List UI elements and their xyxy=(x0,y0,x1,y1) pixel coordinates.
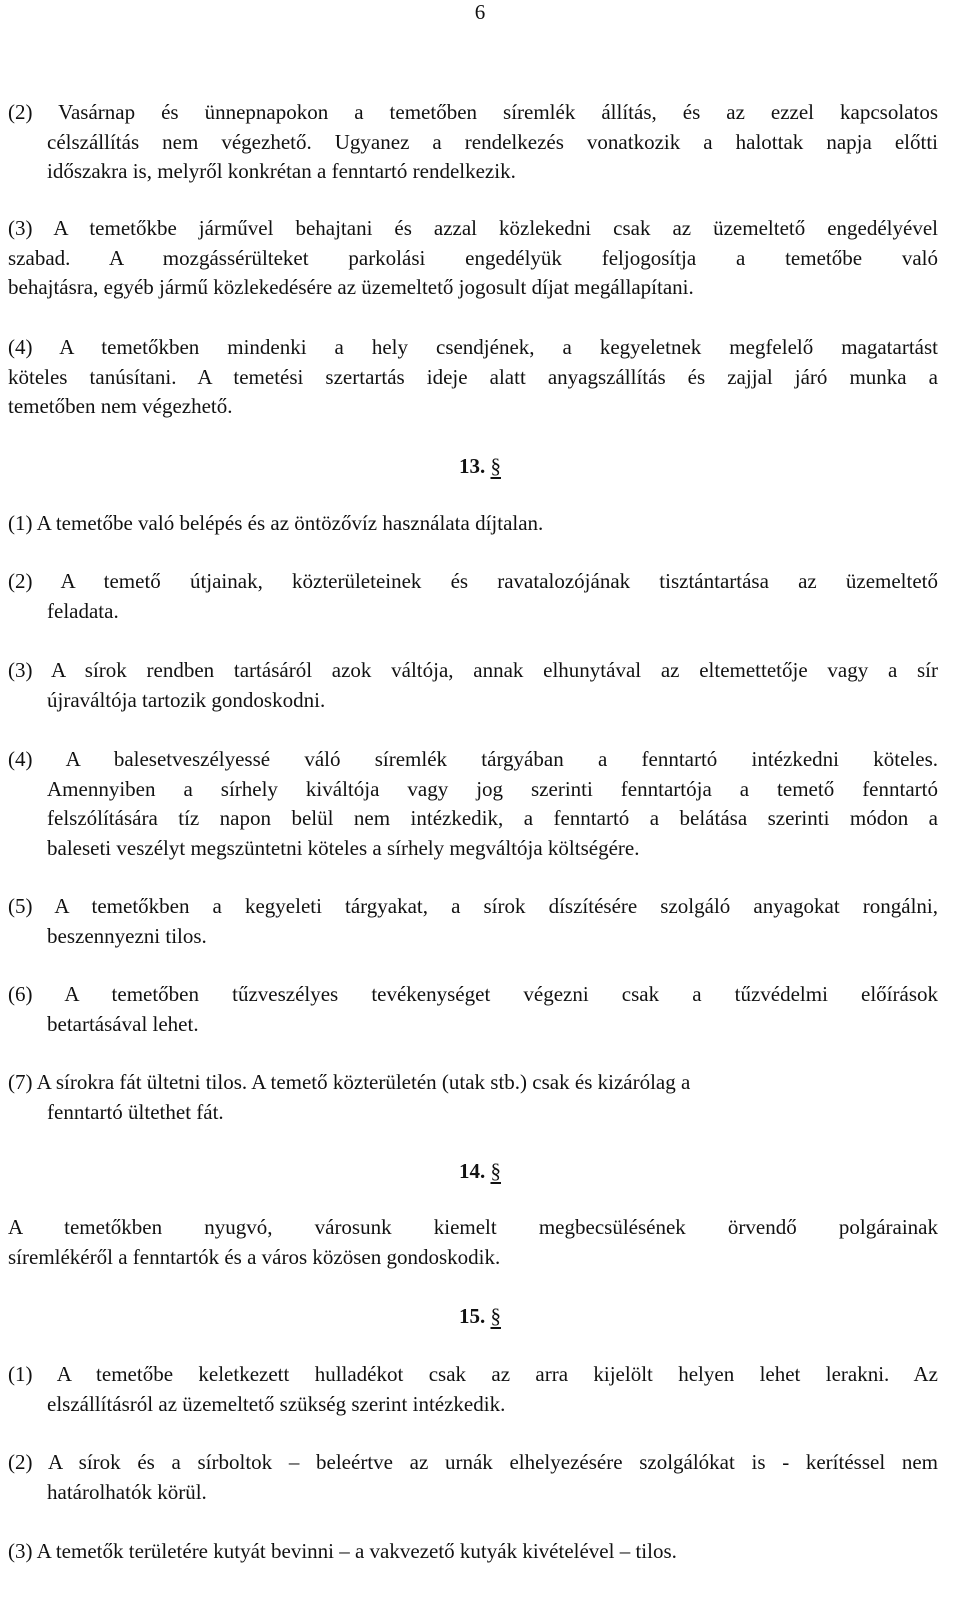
paragraph-14 xyxy=(8,1213,938,1272)
text-line: baleseti veszélyt megszüntetni köteles a sírhely megváltója költségére. xyxy=(47,836,640,861)
text-line: A temetőkben nyugvó, városunk kiemelt megbecsülésének örvendő polgárainak xyxy=(8,1215,938,1239)
text-line: határolhatók körül. xyxy=(47,1479,207,1504)
text-line: feladata. xyxy=(47,598,119,623)
paragraph-15-3 xyxy=(8,1537,938,1567)
paragraph-sign: § xyxy=(490,1304,501,1328)
text-line: beszennyezni tilos. xyxy=(47,923,207,948)
paragraph-13-6 xyxy=(8,980,938,1039)
page-number: 6 xyxy=(474,0,486,24)
text-line: temetőben nem végezhető. xyxy=(8,394,233,419)
text-line: (2) A temető útjainak, közterületeinek és ravatalozójának tisztántartása az üzemeltető xyxy=(8,569,938,593)
text-line: síremlékéről a fenntartók és a város közösen gondoskodik. xyxy=(8,1244,501,1269)
text-line: (1) A temetőbe való belépés és az öntözővíz használata díjtalan. xyxy=(8,511,544,535)
text-line: (4) A temetőkben mindenki a hely csendjének, a kegyeletnek megfelelő magatartást xyxy=(8,335,938,359)
paragraph-13-2 xyxy=(8,567,938,626)
text-line: újraváltója tartozik gondoskodni. xyxy=(47,687,326,712)
text-line: (7) A sírokra fát ültetni tilos. A temető közterületén (utak stb.) csak és kizárólag a xyxy=(8,1070,691,1094)
text-line: elszállításról az üzemeltető szükség szerint intézkedik. xyxy=(47,1391,506,1416)
text-line: (1) A temetőbe keletkezett hulladékot csak az arra kijelölt helyen lehet lerakni. Az xyxy=(8,1362,938,1386)
paragraph-13-5 xyxy=(8,892,938,951)
paragraph-12-2 xyxy=(8,98,938,187)
text-line: (2) A sírok és a sírboltok – beleértve az urnák elhelyezésére szolgálókat is - kerítéssel nem xyxy=(8,1450,938,1474)
text-line: célszállítás nem végezhető. Ugyanez a rendelkezés vonatkozik a halottak napja előtti xyxy=(47,129,938,154)
text-line: (6) A temetőben tűzveszélyes tevékenységet végezni csak a tűzvédelmi előírások xyxy=(8,982,938,1006)
paragraph-12-4 xyxy=(8,333,938,422)
section-heading-14 xyxy=(0,1157,960,1185)
paragraph-13-3 xyxy=(8,656,938,715)
text-line: időszakra is, melyről konkrétan a fenntartó rendelkezik. xyxy=(47,159,516,184)
paragraph-sign: § xyxy=(490,454,501,478)
text-line: behajtásra, egyéb jármű közlekedésére az üzemeltető jogosult díjat megállapítani. xyxy=(8,275,694,300)
paragraph-sign: § xyxy=(490,1159,501,1183)
text-line: (3) A temetők területére kutyát bevinni – a vakvezető kutyák kivételével – tilos. xyxy=(8,1539,677,1563)
text-line: (3) A temetőkbe járművel behajtani és azzal közlekedni csak az üzemeltető engedélyével xyxy=(8,216,938,240)
text-line: szabad. A mozgássérülteket parkolási engedélyük feljogosítja a temetőbe való xyxy=(8,245,938,270)
section-number: 15. xyxy=(459,1304,486,1328)
text-line: (2) Vasárnap és ünnepnapokon a temetőben síremlék állítás, és az ezzel kapcsolatos xyxy=(8,100,938,124)
text-line: Amennyiben a sírhely kiváltója vagy jog szerinti fenntartója a temető fenntartó xyxy=(47,776,938,801)
paragraph-13-7 xyxy=(8,1068,938,1127)
text-line: felszólítására tíz napon belül nem intézkedik, a fenntartó a belátása szerinti módon a xyxy=(47,806,938,831)
section-heading-15 xyxy=(0,1302,960,1330)
paragraph-15-1 xyxy=(8,1360,938,1419)
text-line: köteles tanúsítani. A temetési szertartás ideje alatt anyagszállítás és zajjal járó munka a xyxy=(8,364,938,389)
text-line: betartásával lehet. xyxy=(47,1011,199,1036)
section-heading-13 xyxy=(0,452,960,480)
paragraph-13-1 xyxy=(8,509,938,539)
text-line: (5) A temetőkben a kegyeleti tárgyakat, a sírok díszítésére szolgáló anyagokat rongálni, xyxy=(8,894,938,918)
text-line: (3) A sírok rendben tartásáról azok váltója, annak elhunytával az eltemettetője vagy a sír xyxy=(8,658,938,682)
section-number: 13. xyxy=(459,454,486,478)
paragraph-15-2 xyxy=(8,1448,938,1507)
paragraph-12-3 xyxy=(8,214,938,303)
text-line: (4) A balesetveszélyessé váló síremlék tárgyában a fenntartó intézkedni köteles. xyxy=(8,747,938,771)
text-line: fenntartó ültethet fát. xyxy=(47,1099,224,1124)
paragraph-13-4 xyxy=(8,745,938,864)
section-number: 14. xyxy=(459,1159,486,1183)
